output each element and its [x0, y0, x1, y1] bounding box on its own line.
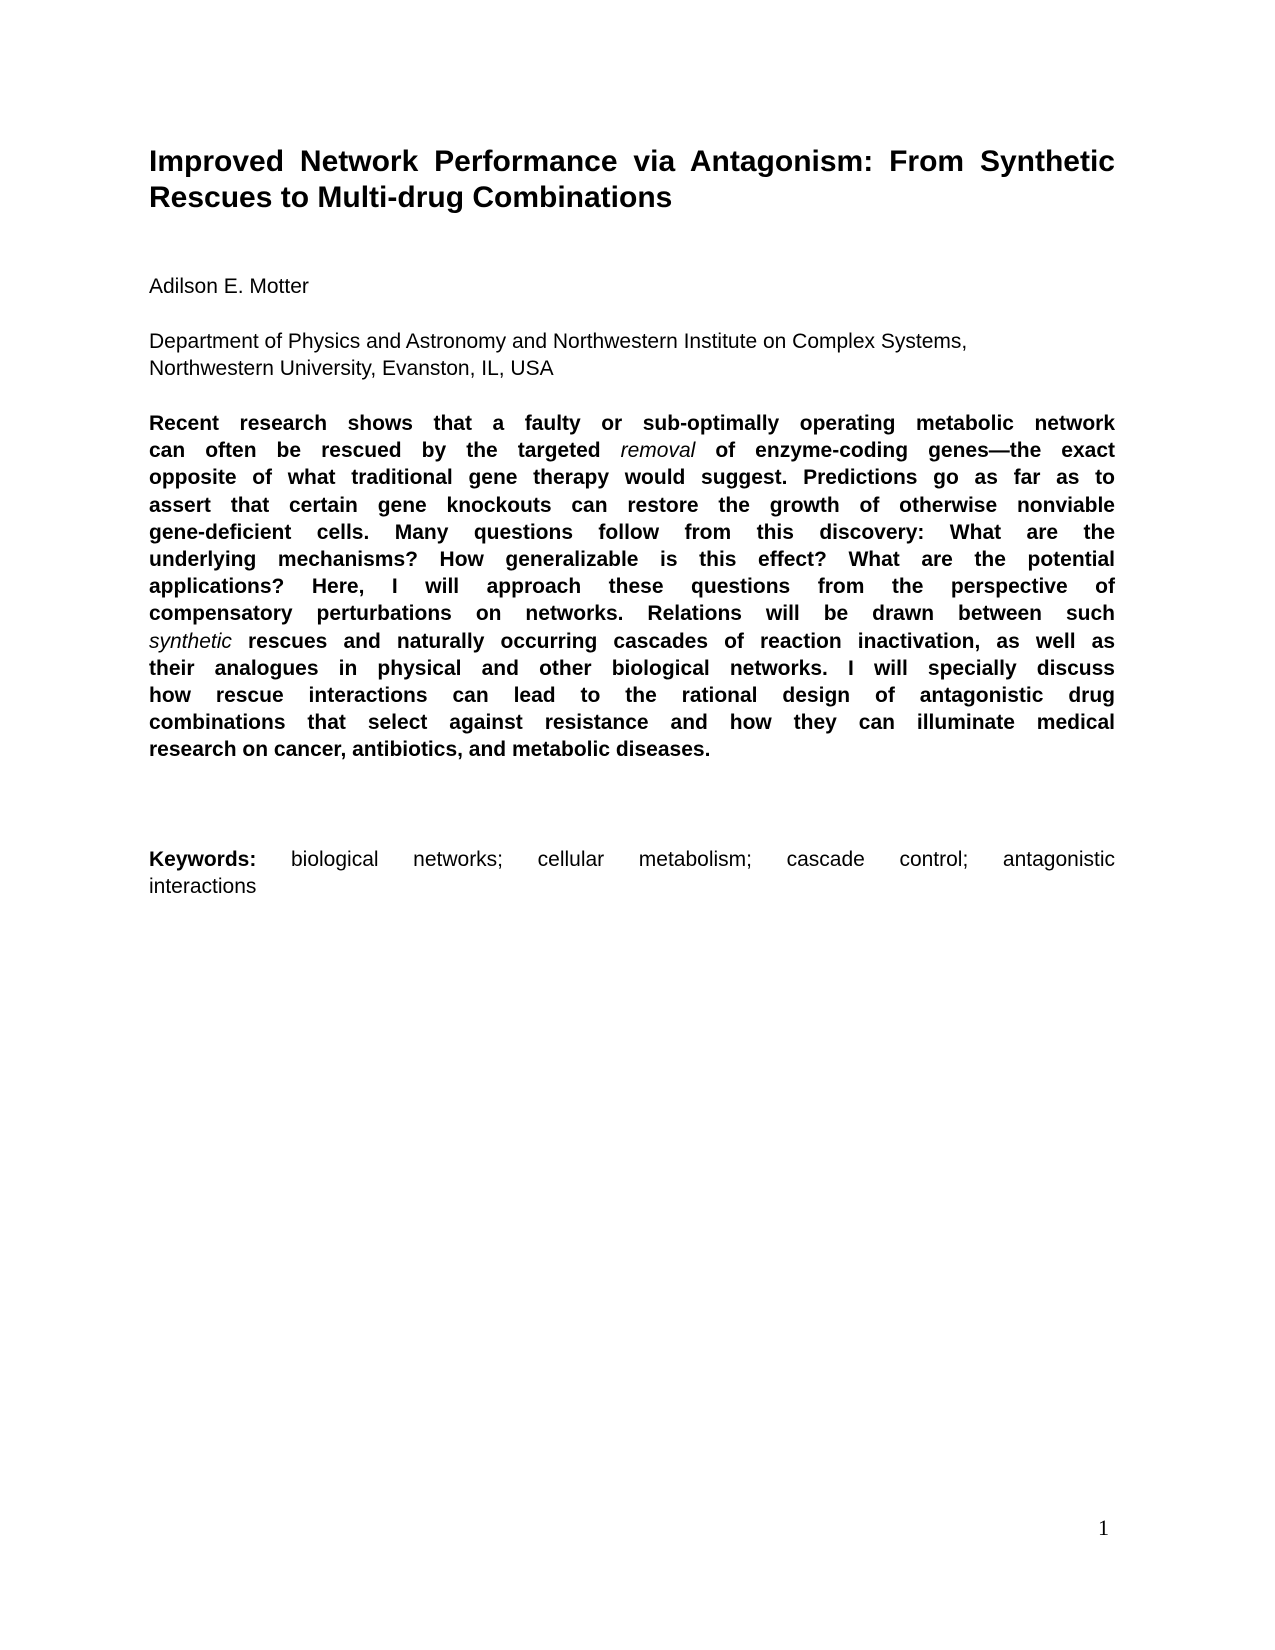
abstract-emphasis-removal: removal	[620, 439, 696, 463]
abstract-line	[149, 628, 1115, 655]
abstract-text: can often be rescued by the targeted	[149, 439, 621, 463]
abstract-line: underlying mechanisms? How generalizable is this effect? What are the potential	[149, 548, 1115, 572]
affiliation-line-1: Department of Physics and Astronomy and Northwestern Institute on Complex Systems,	[149, 330, 968, 353]
keywords-text: biological networks; cellular metabolism; cascade control; antagonistic	[256, 848, 1115, 871]
author-name: Adilson E. Motter	[149, 275, 309, 298]
paper-title	[149, 144, 1115, 216]
abstract-text: of enzyme-coding genes—the exact	[695, 439, 1115, 463]
keywords	[149, 846, 1115, 900]
keywords-label: Keywords:	[149, 848, 257, 871]
abstract-line: assert that certain gene knockouts can restore the growth of otherwise nonviable	[149, 493, 1115, 517]
paper-title-line-2: Rescues to Multi-drug Combinations	[149, 181, 673, 214]
abstract-emphasis-synthetic: synthetic	[149, 629, 232, 653]
keywords-line-1	[149, 846, 1115, 873]
abstract	[149, 410, 1115, 764]
abstract-line: applications? Here, I will approach these questions from the perspective of	[149, 575, 1115, 599]
abstract-line	[149, 437, 1115, 464]
abstract-line: combinations that select against resistance and how they can illuminate medical	[149, 711, 1115, 735]
paper-title-line-1: Improved Network Performance via Antagonism: From Synthetic	[149, 145, 1115, 178]
abstract-line: gene-deficient cells. Many questions follow from this discovery: What are the	[149, 520, 1115, 544]
page-number: 1	[1098, 1515, 1109, 1540]
abstract-line: compensatory perturbations on networks. Relations will be drawn between such	[149, 602, 1115, 626]
abstract-line: Recent research shows that a faulty or sub-optimally operating metabolic network	[149, 412, 1115, 435]
keywords-line-2: interactions	[149, 875, 257, 898]
abstract-text: rescues and naturally occurring cascades of reaction inactivation, as well as	[231, 629, 1115, 653]
abstract-line: opposite of what traditional gene therapy would suggest. Predictions go as far as to	[149, 466, 1115, 490]
abstract-line: research on cancer, antibiotics, and metabolic diseases.	[149, 738, 711, 762]
affiliation-line-2: Northwestern University, Evanston, IL, USA	[149, 357, 554, 380]
abstract-line: their analogues in physical and other biological networks. I will specially discuss	[149, 656, 1115, 680]
author-affiliation	[149, 328, 1115, 382]
abstract-line: how rescue interactions can lead to the rational design of antagonistic drug	[149, 684, 1115, 708]
